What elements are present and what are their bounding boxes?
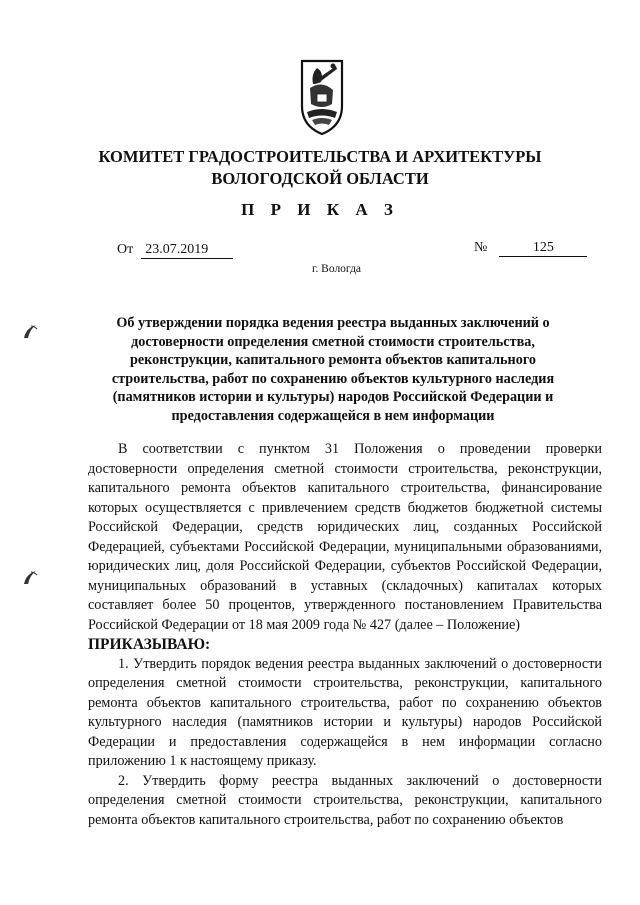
order-subject: Об утверждении порядка ведения реестра выданных заключений о достоверности определения сметной стоимости строительства, реконструкции, капитального ремонта объектов капитального строительства, работ по сохранению объектов культурного наследия (памятников истории и культуры) народов Российской Федерации и предоставления содержащейся в нем информации [111,315,555,424]
city-name: г. Вологда [312,263,362,275]
order-verb: ПРИКАЗЫВАЮ: [88,636,211,653]
preamble-paragraph: В соответствии с пунктом 31 Положения о проведении проверки достоверности определения сметной стоимости строительства, реконструкции, капитального ремонта объектов капитального строительства, финансирование которых осуществляется с привлечением средств бюджетов бюджетной системы Российской Федерации, средств юридических лиц, созданных Российской Федерацией, субъектами Российской Федерации, муниципальными образованиями, юридических лиц, доля Российской Федерации, субъектов Российской Федерации, муниципальных образований в уставных (складочных) капиталах которых составляет более 50 процентов, утвержденного постановлением Правительства Российской Федерации от 18 мая 2009 года № 427 (далее – Положение) [88,441,602,633]
committee-name [60,146,580,190]
committee-name-line1: КОМИТЕТ ГРАДОСТРОИТЕЛЬСТВА И АРХИТЕКТУРЫ [98,147,542,166]
number-value: 125 [499,240,587,257]
order-date [117,242,233,259]
coat-of-arms-emblem [299,58,345,136]
order-item-1: 1. Утвердить порядок ведения реестра выданных заключений о достоверности определения сметной стоимости строительства, реконструкции, капитального ремонта объектов капитального строительства, работ по сохранению объектов культурного наследия (памятников истории и культуры) народов Российской Федерации и предоставления содержащейся в нем информации согласно приложению 1 к настоящему приказу. [88,655,602,769]
order-number [474,240,587,257]
date-prefix: От [117,242,134,257]
date-value: 23.07.2019 [141,242,233,259]
document-type-title: П Р И К А З [241,200,399,219]
scan-hole-mark-icon [22,322,42,342]
order-item-2: 2. Утвердить форму реестра выданных заключений о достоверности определения сметной стоимости строительства, реконструкции, капитального ремонта объектов капитального строительства, работ по сохранению объектов [88,772,602,828]
order-body [88,440,602,830]
scan-hole-mark-icon [22,568,42,588]
number-prefix: № [474,240,488,255]
committee-name-line2: ВОЛОГОДСКОЙ ОБЛАСТИ [211,169,429,188]
